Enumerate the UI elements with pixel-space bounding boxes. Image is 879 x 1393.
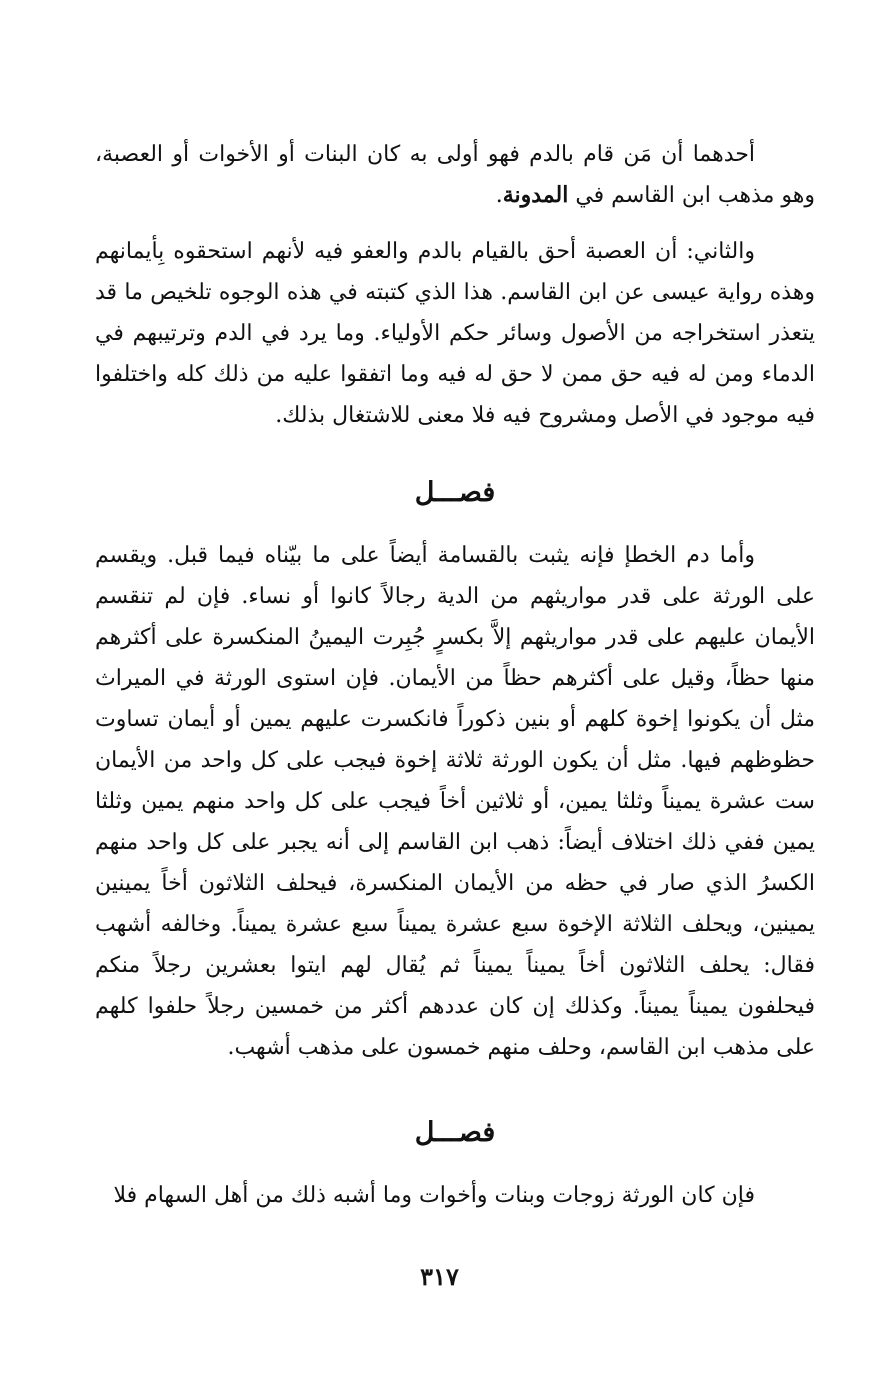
paragraph-section-2: فإن كان الورثة زوجات وبنات وأخوات وما أشبه ذلك من أهل السهام فلا [113,1183,755,1208]
paragraph-end: . [495,183,503,208]
paragraph-section-1: وأما دم الخطإ فإنه يثبت بالقسامة أيضاً على ما بيّناه فيما قبل. ويقسم على الورثة على قدر مواريثهم من الدية رجالاً كانوا أو نساء. فإن لم تنقسم الأيمان عليهم على قدر مواريثهم إلاَّ بكسرٍ جُبِرت اليمينُ المنكسرة على أكثرهم منها حظاً، وقيل على أكثرهم حظاً من الأيمان. فإن استوى الورثة في الميراث مثل أن يكونوا إخوة كلهم أو بنين ذكوراً فانكسرت عليهم يمين أو أيمان تساوت حظوظهم فيها. مثل أن يكون الورثة ثلاثة إخوة فيجب على كل واحد من الأيمان ست عشرة يميناً وثلثا يمين، أو ثلاثين أخاً فيجب على كل واحد منهم يمين وثلثا يمين ففي ذلك اختلاف أيضاً: ذهب ابن القاسم إلى أنه يجبر على كل واحد منهم الكسرُ الذي صار في حظه من الأيمان المنكسرة، فيحلف الثلاثون أخاً يمينين يمينين، ويحلف الثلاثة الإخوة سبع عشرة يميناً سبع عشرة يميناً. وخالفه أشهب فقال: يحلف الثلاثون أخاً يميناً يميناً ثم يُقال لهم ايتوا بعشرين رجلاً منكم فيحلفون يميناً يميناً. وكذلك إن كان عددهم أكثر من خمسين رجلاً حلفوا كلهم على مذهب ابن القاسم، وحلف منهم خمسون على مذهب أشهب. [95,543,815,1060]
paragraph-first-opinion [95,134,815,216]
section-heading-1: فصـــل [414,477,496,508]
paragraph-text: أحدهما أن مَن قام بالدم فهو أولى به كان البنات أو الأخوات أو العصبة، وهو مذهب ابن القاسم في [95,142,815,208]
bold-term-mudawwana: المدونة [502,182,569,208]
paragraph-second-opinion: والثاني: أن العصبة أحق بالقيام بالدم والعفو فيه لأنهم استحقوه بِأيمانهم وهذه رواية عيسى عن ابن القاسم. هذا الذي كتبته في هذه الوجوه تلخيص ما قد يتعذر استخراجه من الأصول وسائر حكم الأولياء. وما يرد في الدم وترتيبهم في الدماء ومن له فيه حق ممن لا حق له فيه وما اتفقوا عليه من ذلك كله واختلفوا فيه موجود في الأصل ومشروح فيه فلا معنى للاشتغال بذلك. [95,239,815,428]
page-body [95,134,815,1216]
page-number: ٣١٧ [420,1262,459,1291]
section-heading-2: فصـــل [414,1117,496,1148]
